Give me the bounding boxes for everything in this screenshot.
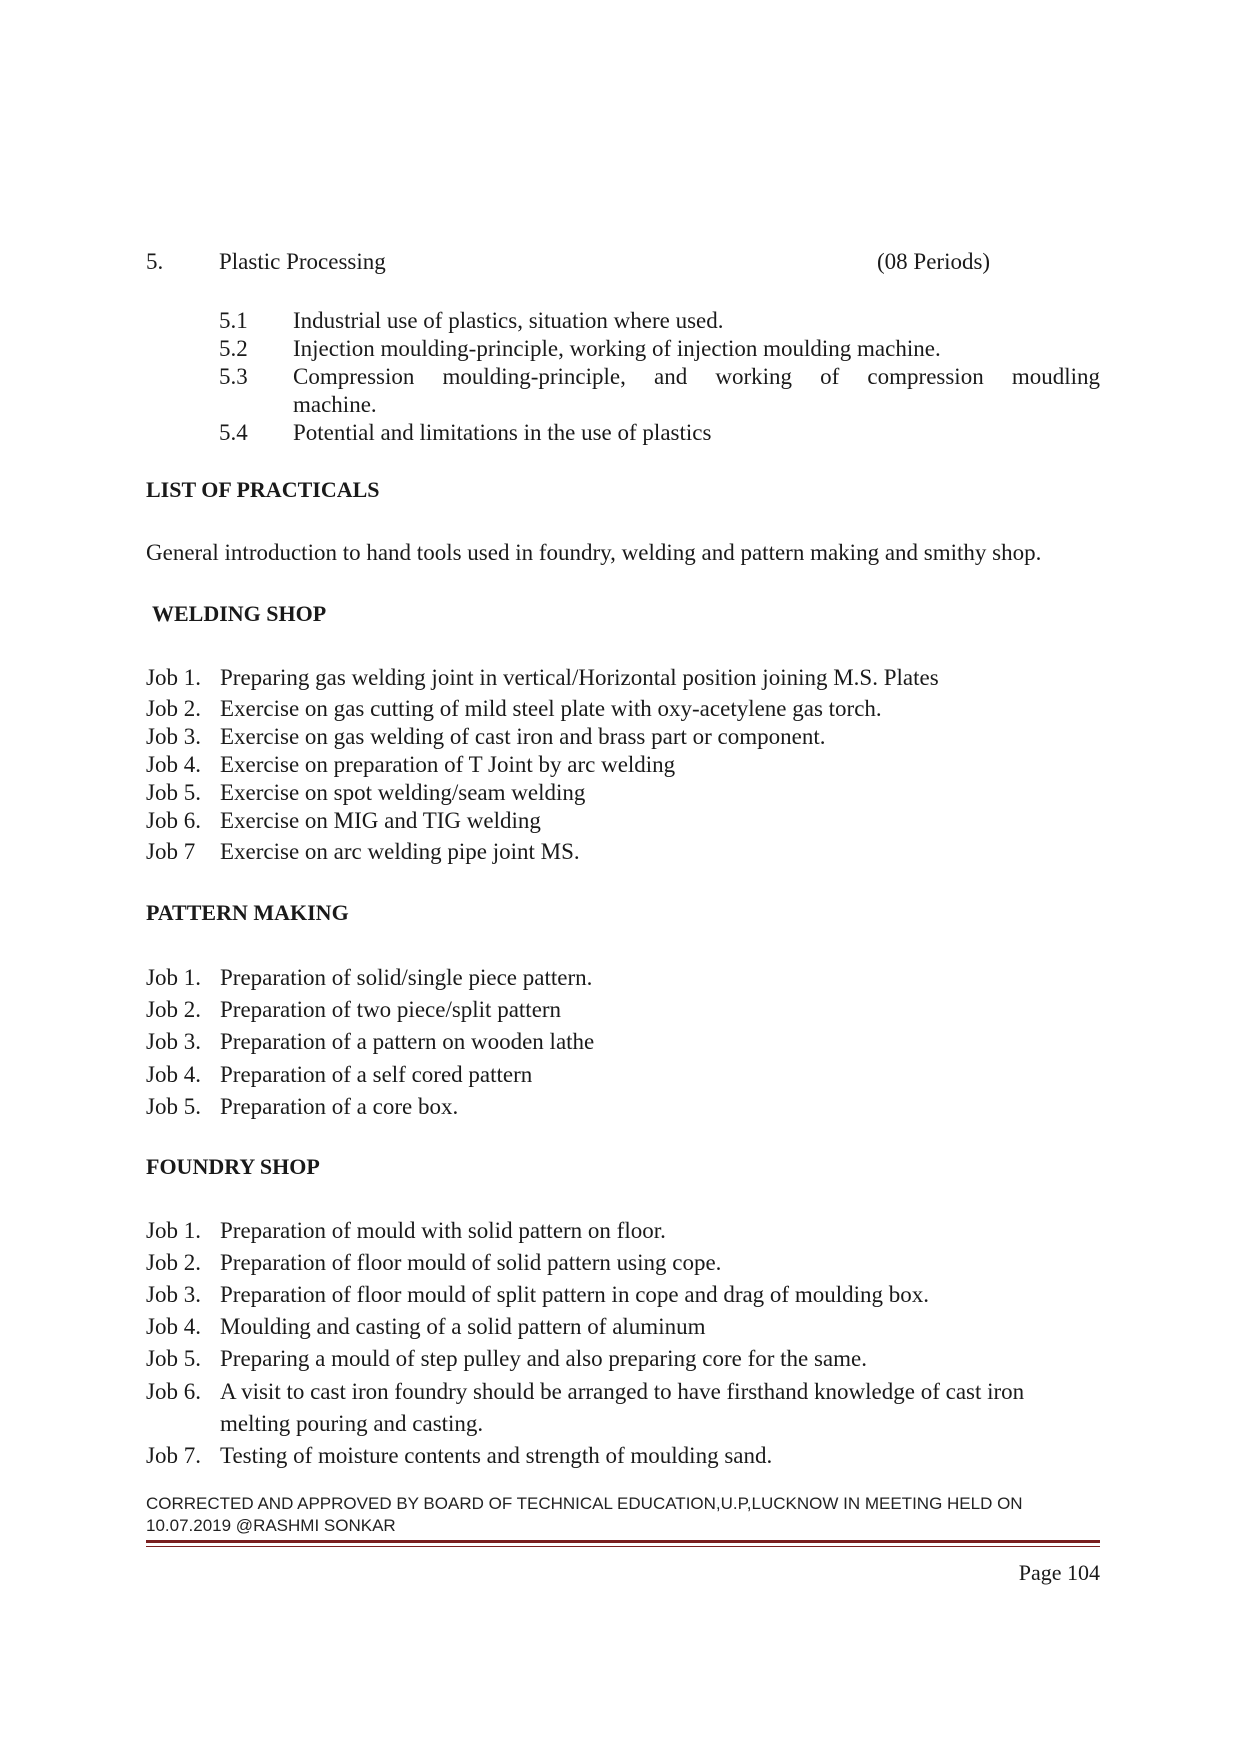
job-text: Exercise on spot welding/seam welding (220, 780, 586, 805)
job-label: Job 4. (146, 752, 201, 777)
job-text: Preparation of a core box. (220, 1094, 459, 1119)
subitem-number: 5.2 (219, 336, 248, 361)
footer-rule-thin (146, 1546, 1100, 1547)
job-text: Preparation of solid/single piece pattern. (220, 965, 593, 990)
footer-approval-line: CORRECTED AND APPROVED BY BOARD OF TECHNICAL EDUCATION,U.P,LUCKNOW IN MEETING HELD ON (146, 1494, 1023, 1513)
job-label: Job 2. (146, 696, 201, 721)
job-text: Preparation of a self cored pattern (220, 1062, 533, 1087)
job-text: Preparing gas welding joint in vertical/Horizontal position joining M.S. Plates (220, 665, 939, 690)
page-number: Page 104 (1018, 1560, 1100, 1585)
job-label: Job 7 (146, 839, 196, 864)
job-text: Testing of moisture contents and strength of moulding sand. (220, 1443, 773, 1468)
job-label: Job 5. (146, 780, 201, 805)
welding-heading: WELDING SHOP (152, 601, 327, 626)
job-label: Job 6. (146, 808, 201, 833)
job-label: Job 4. (146, 1314, 201, 1339)
job-label: Job 5. (146, 1346, 201, 1371)
job-label: Job 2. (146, 1250, 201, 1275)
job-label: Job 3. (146, 1282, 201, 1307)
job-text: Preparation of two piece/split pattern (220, 997, 562, 1022)
job-text: Moulding and casting of a solid pattern of aluminum (220, 1314, 706, 1339)
job-text: Exercise on gas cutting of mild steel plate with oxy-acetylene gas torch. (220, 696, 882, 721)
job-text: Preparation of floor mould of split pattern in cope and drag of moulding box. (220, 1282, 930, 1307)
job-text: Preparation of a pattern on wooden lathe (220, 1029, 595, 1054)
job-text-continued: melting pouring and casting. (220, 1411, 484, 1436)
job-label: Job 1. (146, 665, 201, 690)
job-text: Exercise on gas welding of cast iron and brass part or component. (220, 724, 826, 749)
job-label: Job 3. (146, 724, 201, 749)
subitem-number: 5.1 (219, 308, 248, 333)
foundry-heading: FOUNDRY SHOP (146, 1154, 320, 1179)
job-label: Job 3. (146, 1029, 201, 1054)
subitem-text: Potential and limitations in the use of plastics (293, 420, 712, 445)
subitem-text: Compression moulding-principle, and working of compression moudling (293, 364, 1100, 389)
job-text: Preparation of mould with solid pattern on floor. (220, 1218, 666, 1243)
job-text: Exercise on preparation of T Joint by arc welding (220, 752, 676, 777)
job-label: Job 2. (146, 997, 201, 1022)
pattern-heading: PATTERN MAKING (146, 900, 349, 925)
practicals-heading: LIST OF PRACTICALS (146, 477, 380, 502)
job-text: Exercise on arc welding pipe joint MS. (220, 839, 580, 864)
job-text: Exercise on MIG and TIG welding (220, 808, 541, 833)
job-text: A visit to cast iron foundry should be arranged to have firsthand knowledge of cast iron (220, 1379, 1025, 1404)
section-number: 5. (146, 249, 164, 274)
job-label: Job 5. (146, 1094, 201, 1119)
footer-date-author: 10.07.2019 @RASHMI SONKAR (146, 1516, 396, 1535)
job-label: Job 7. (146, 1443, 201, 1468)
section-periods: (08 Periods) (877, 249, 991, 274)
subitem-text-continued: machine. (293, 392, 377, 417)
job-label: Job 1. (146, 965, 201, 990)
job-label: Job 1. (146, 1218, 201, 1243)
job-text: Preparing a mould of step pulley and also preparing core for the same. (220, 1346, 867, 1371)
subitem-text: Injection moulding-principle, working of injection moulding machine. (293, 336, 941, 361)
subitem-number: 5.3 (219, 364, 248, 389)
section-title: Plastic Processing (219, 249, 386, 274)
subitem-text: Industrial use of plastics, situation where used. (293, 308, 724, 333)
job-label: Job 4. (146, 1062, 201, 1087)
subitem-number: 5.4 (219, 420, 248, 445)
job-text: Preparation of floor mould of solid pattern using cope. (220, 1250, 722, 1275)
job-label: Job 6. (146, 1379, 201, 1404)
practicals-intro: General introduction to hand tools used in foundry, welding and pattern making and smithy shop. (146, 540, 1042, 565)
footer-rule-thick (146, 1540, 1100, 1543)
